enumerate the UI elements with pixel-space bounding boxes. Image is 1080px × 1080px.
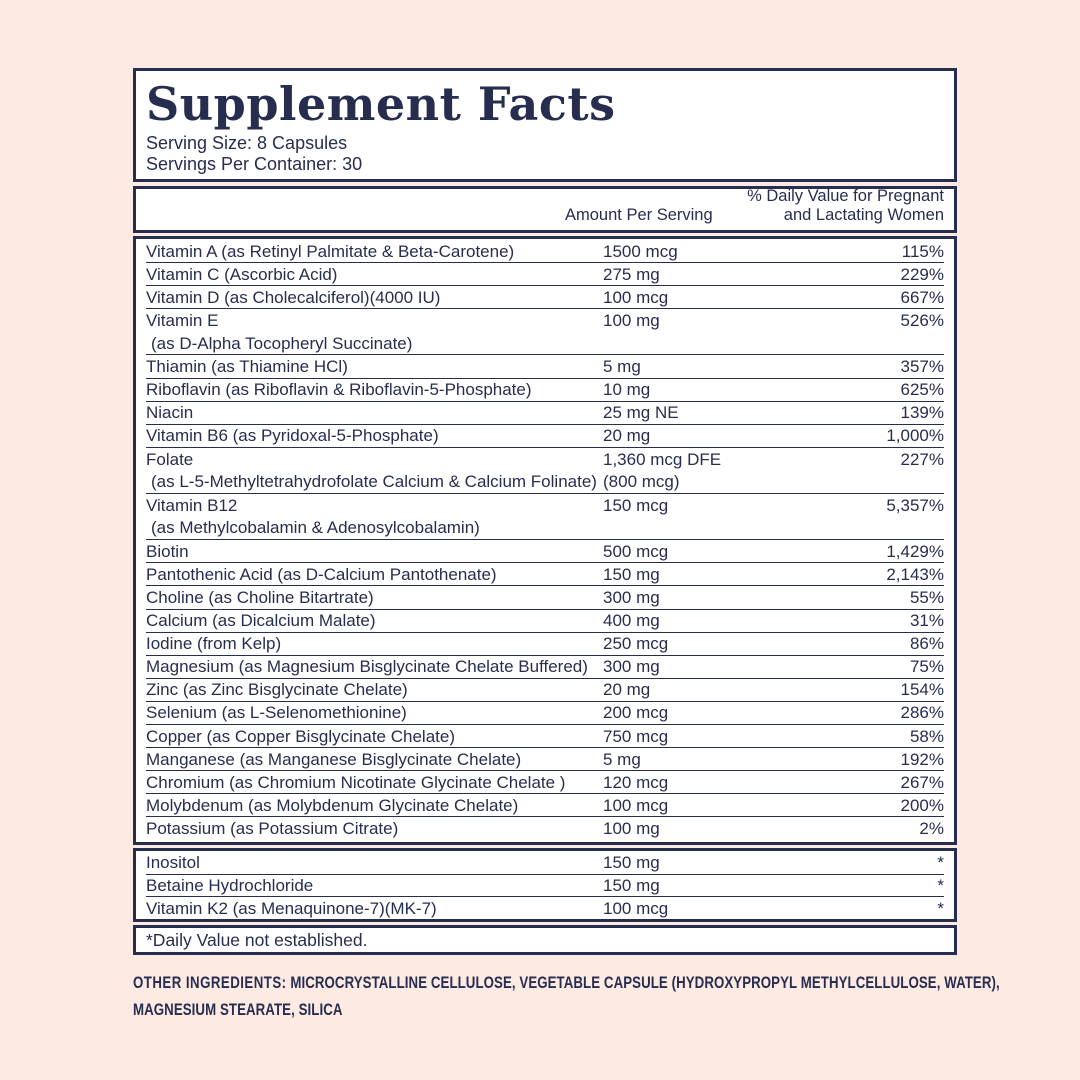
other-ingredients-line1-text: MICROCRYSTALLINE CELLULOSE, VEGETABLE CAPSULE (HYDROXYPROPYL METHYLCELLULOSE, WATER), <box>286 973 1000 992</box>
table-row <box>146 656 944 679</box>
nutrient-amount: 500 mcg <box>603 541 669 561</box>
daily-value-header-line2: and Lactating Women <box>783 206 944 224</box>
serving-size: Serving Size: 8 Capsules <box>146 133 348 153</box>
nutrient-amount: 200 mcg <box>603 703 669 723</box>
table-row <box>146 379 944 402</box>
nutrient-daily-value: 2,143% <box>886 564 944 584</box>
nutrient-name: Molybdenum (as Molybdenum Glycinate Chelate) <box>146 795 519 815</box>
table-row <box>146 794 944 817</box>
nutrient-name: Folate <box>146 449 194 469</box>
nutrient-daily-value: * <box>937 898 944 918</box>
label-title: Supplement Facts <box>146 77 616 131</box>
table-row <box>146 494 944 540</box>
table-row <box>146 448 944 494</box>
nutrient-amount: 250 mcg <box>603 634 669 654</box>
table-row <box>146 748 944 771</box>
nutrient-daily-value: 192% <box>900 749 944 769</box>
nutrient-name: Vitamin D (as Cholecalciferol)(4000 IU) <box>146 287 441 307</box>
nutrient-daily-value: 55% <box>909 587 944 607</box>
nutrient-amount: 20 mg <box>603 680 651 700</box>
table-row <box>146 897 944 920</box>
header-box <box>133 68 957 182</box>
amount-column-header: Amount Per Serving <box>565 206 713 224</box>
other-ingredients <box>133 969 1033 1023</box>
nutrient-daily-value: 667% <box>900 287 944 307</box>
table-row <box>146 586 944 609</box>
nutrient-amount: 275 mg <box>603 264 660 284</box>
table-row <box>146 771 944 794</box>
nutrient-name: Choline (as Choline Bitartrate) <box>146 587 374 607</box>
nutrient-amount: 400 mg <box>603 611 660 631</box>
nutrient-name: Vitamin B12 <box>146 495 238 515</box>
nutrient-name: Vitamin K2 (as Menaquinone-7)(MK-7) <box>146 898 437 918</box>
nutrient-name: Vitamin A (as Retinyl Palmitate & Beta-Carotene) <box>146 241 515 261</box>
nutrient-name: Betaine Hydrochloride <box>146 875 314 895</box>
other-ingredients-line1 <box>133 969 1000 996</box>
nutrient-daily-value: 200% <box>900 795 944 815</box>
nutrient-amount: 1500 mcg <box>603 241 678 261</box>
nutrient-amount: 20 mg <box>603 426 651 446</box>
nutrient-daily-value: 286% <box>900 703 944 723</box>
nutrient-daily-value: 115% <box>901 241 944 261</box>
nutrient-daily-value: 31% <box>909 611 944 631</box>
nutrient-name: Niacin <box>146 403 194 423</box>
table-row <box>146 355 944 378</box>
nutrient-name: Pantothenic Acid (as D-Calcium Pantothenate) <box>146 564 497 584</box>
nutrient-amount: 100 mcg <box>603 898 669 918</box>
table-row <box>146 725 944 748</box>
nutrient-name: Magnesium (as Magnesium Bisglycinate Chelate Buffered) <box>146 657 588 677</box>
nutrient-daily-value: 227% <box>900 449 944 469</box>
footnote-box <box>133 925 957 955</box>
nutrient-amount: 100 mg <box>603 311 660 331</box>
table-row <box>146 263 944 286</box>
table-row <box>146 563 944 586</box>
nutrient-amount: 750 mcg <box>603 726 669 746</box>
nutrient-amount: 150 mg <box>603 853 660 873</box>
nutrient-daily-value: 229% <box>900 264 944 284</box>
nutrient-name: Zinc (as Zinc Bisglycinate Chelate) <box>146 680 408 700</box>
table-row <box>146 610 944 633</box>
nutrient-table <box>133 236 957 845</box>
nutrient-name: Iodine (from Kelp) <box>146 634 282 654</box>
table-row <box>146 679 944 702</box>
nutrient-amount: 100 mg <box>603 819 660 839</box>
nutrient-name: Inositol <box>146 853 200 873</box>
table-row <box>146 425 944 448</box>
nutrient-daily-value: * <box>937 853 944 873</box>
servings-per-container: Servings Per Container: 30 <box>146 153 363 174</box>
nutrient-amount: 150 mg <box>603 875 660 895</box>
nutrient-amount: 300 mg <box>603 657 660 677</box>
nutrient-name-line2: (as D-Alpha Tocopheryl Succinate) <box>151 333 413 353</box>
nutrient-amount: 120 mcg <box>603 772 669 792</box>
nutrient-name: Vitamin B6 (as Pyridoxal-5-Phosphate) <box>146 426 439 446</box>
nutrient-daily-value: 86% <box>909 634 944 654</box>
nutrient-name: Biotin <box>146 541 189 561</box>
table-row <box>146 402 944 425</box>
other-nutrients-table <box>133 848 957 922</box>
nutrient-amount: 300 mg <box>603 587 660 607</box>
nutrient-name: Selenium (as L-Selenomethionine) <box>146 703 407 723</box>
nutrient-amount: 150 mg <box>603 564 660 584</box>
table-row <box>146 633 944 656</box>
nutrient-daily-value: 1,429% <box>886 541 944 561</box>
daily-value-header-line1: % Daily Value for Pregnant <box>747 187 944 205</box>
nutrient-name: Calcium (as Dicalcium Malate) <box>146 611 376 631</box>
nutrient-amount: 5 mg <box>603 749 641 769</box>
nutrient-daily-value: 357% <box>900 357 944 377</box>
nutrient-amount: 5 mg <box>603 357 641 377</box>
nutrient-daily-value: 139% <box>900 403 944 423</box>
footnote: *Daily Value not established. <box>146 929 368 950</box>
table-row <box>146 702 944 725</box>
nutrient-daily-value: 526% <box>900 311 944 331</box>
nutrient-amount-line2: (800 mcg) <box>603 472 680 492</box>
table-row <box>146 540 944 563</box>
nutrient-name: Chromium (as Chromium Nicotinate Glycinate Chelate ) <box>146 772 566 792</box>
supplement-facts-label <box>133 68 957 955</box>
other-ingredients-label: OTHER INGREDIENTS: <box>133 973 287 992</box>
nutrient-name: Potassium (as Potassium Citrate) <box>146 819 399 839</box>
nutrient-daily-value: 75% <box>909 657 944 677</box>
nutrient-amount: 1,360 mcg DFE <box>603 449 722 469</box>
table-row <box>146 240 944 263</box>
nutrient-daily-value: 625% <box>900 380 944 400</box>
other-ingredients-line2: MAGNESIUM STEARATE, SILICA <box>133 1000 343 1019</box>
nutrient-amount: 10 mg <box>603 380 651 400</box>
nutrient-name: Vitamin E <box>146 311 219 331</box>
nutrient-name-line2: (as L-5-Methyltetrahydrofolate Calcium & Calcium Folinate) <box>151 472 597 492</box>
nutrient-name: Riboflavin (as Riboflavin & Riboflavin-5-Phosphate) <box>146 380 532 400</box>
table-row <box>146 875 944 898</box>
nutrient-amount: 100 mcg <box>603 287 669 307</box>
nutrient-name-line2: (as Methylcobalamin & Adenosylcobalamin) <box>151 518 480 538</box>
nutrient-daily-value: 5,357% <box>886 495 944 515</box>
column-header-box <box>133 186 957 233</box>
nutrient-daily-value: 58% <box>909 726 944 746</box>
table-row <box>146 852 944 875</box>
nutrient-amount: 150 mcg <box>603 495 669 515</box>
nutrient-daily-value: 154% <box>900 680 944 700</box>
nutrient-daily-value: 1,000% <box>886 426 944 446</box>
nutrient-name: Vitamin C (Ascorbic Acid) <box>146 264 338 284</box>
nutrient-name: Thiamin (as Thiamine HCl) <box>146 357 348 377</box>
nutrient-amount: 25 mg NE <box>603 403 679 423</box>
table-row <box>146 817 944 840</box>
nutrient-name: Copper (as Copper Bisglycinate Chelate) <box>146 726 455 746</box>
table-row <box>146 309 944 355</box>
nutrient-amount: 100 mcg <box>603 795 669 815</box>
nutrient-name: Manganese (as Manganese Bisglycinate Chelate) <box>146 749 522 769</box>
daily-value-column-header <box>747 187 944 225</box>
nutrient-daily-value: 2% <box>919 819 944 839</box>
nutrient-daily-value: * <box>937 875 944 895</box>
table-row <box>146 286 944 309</box>
nutrient-daily-value: 267% <box>900 772 944 792</box>
